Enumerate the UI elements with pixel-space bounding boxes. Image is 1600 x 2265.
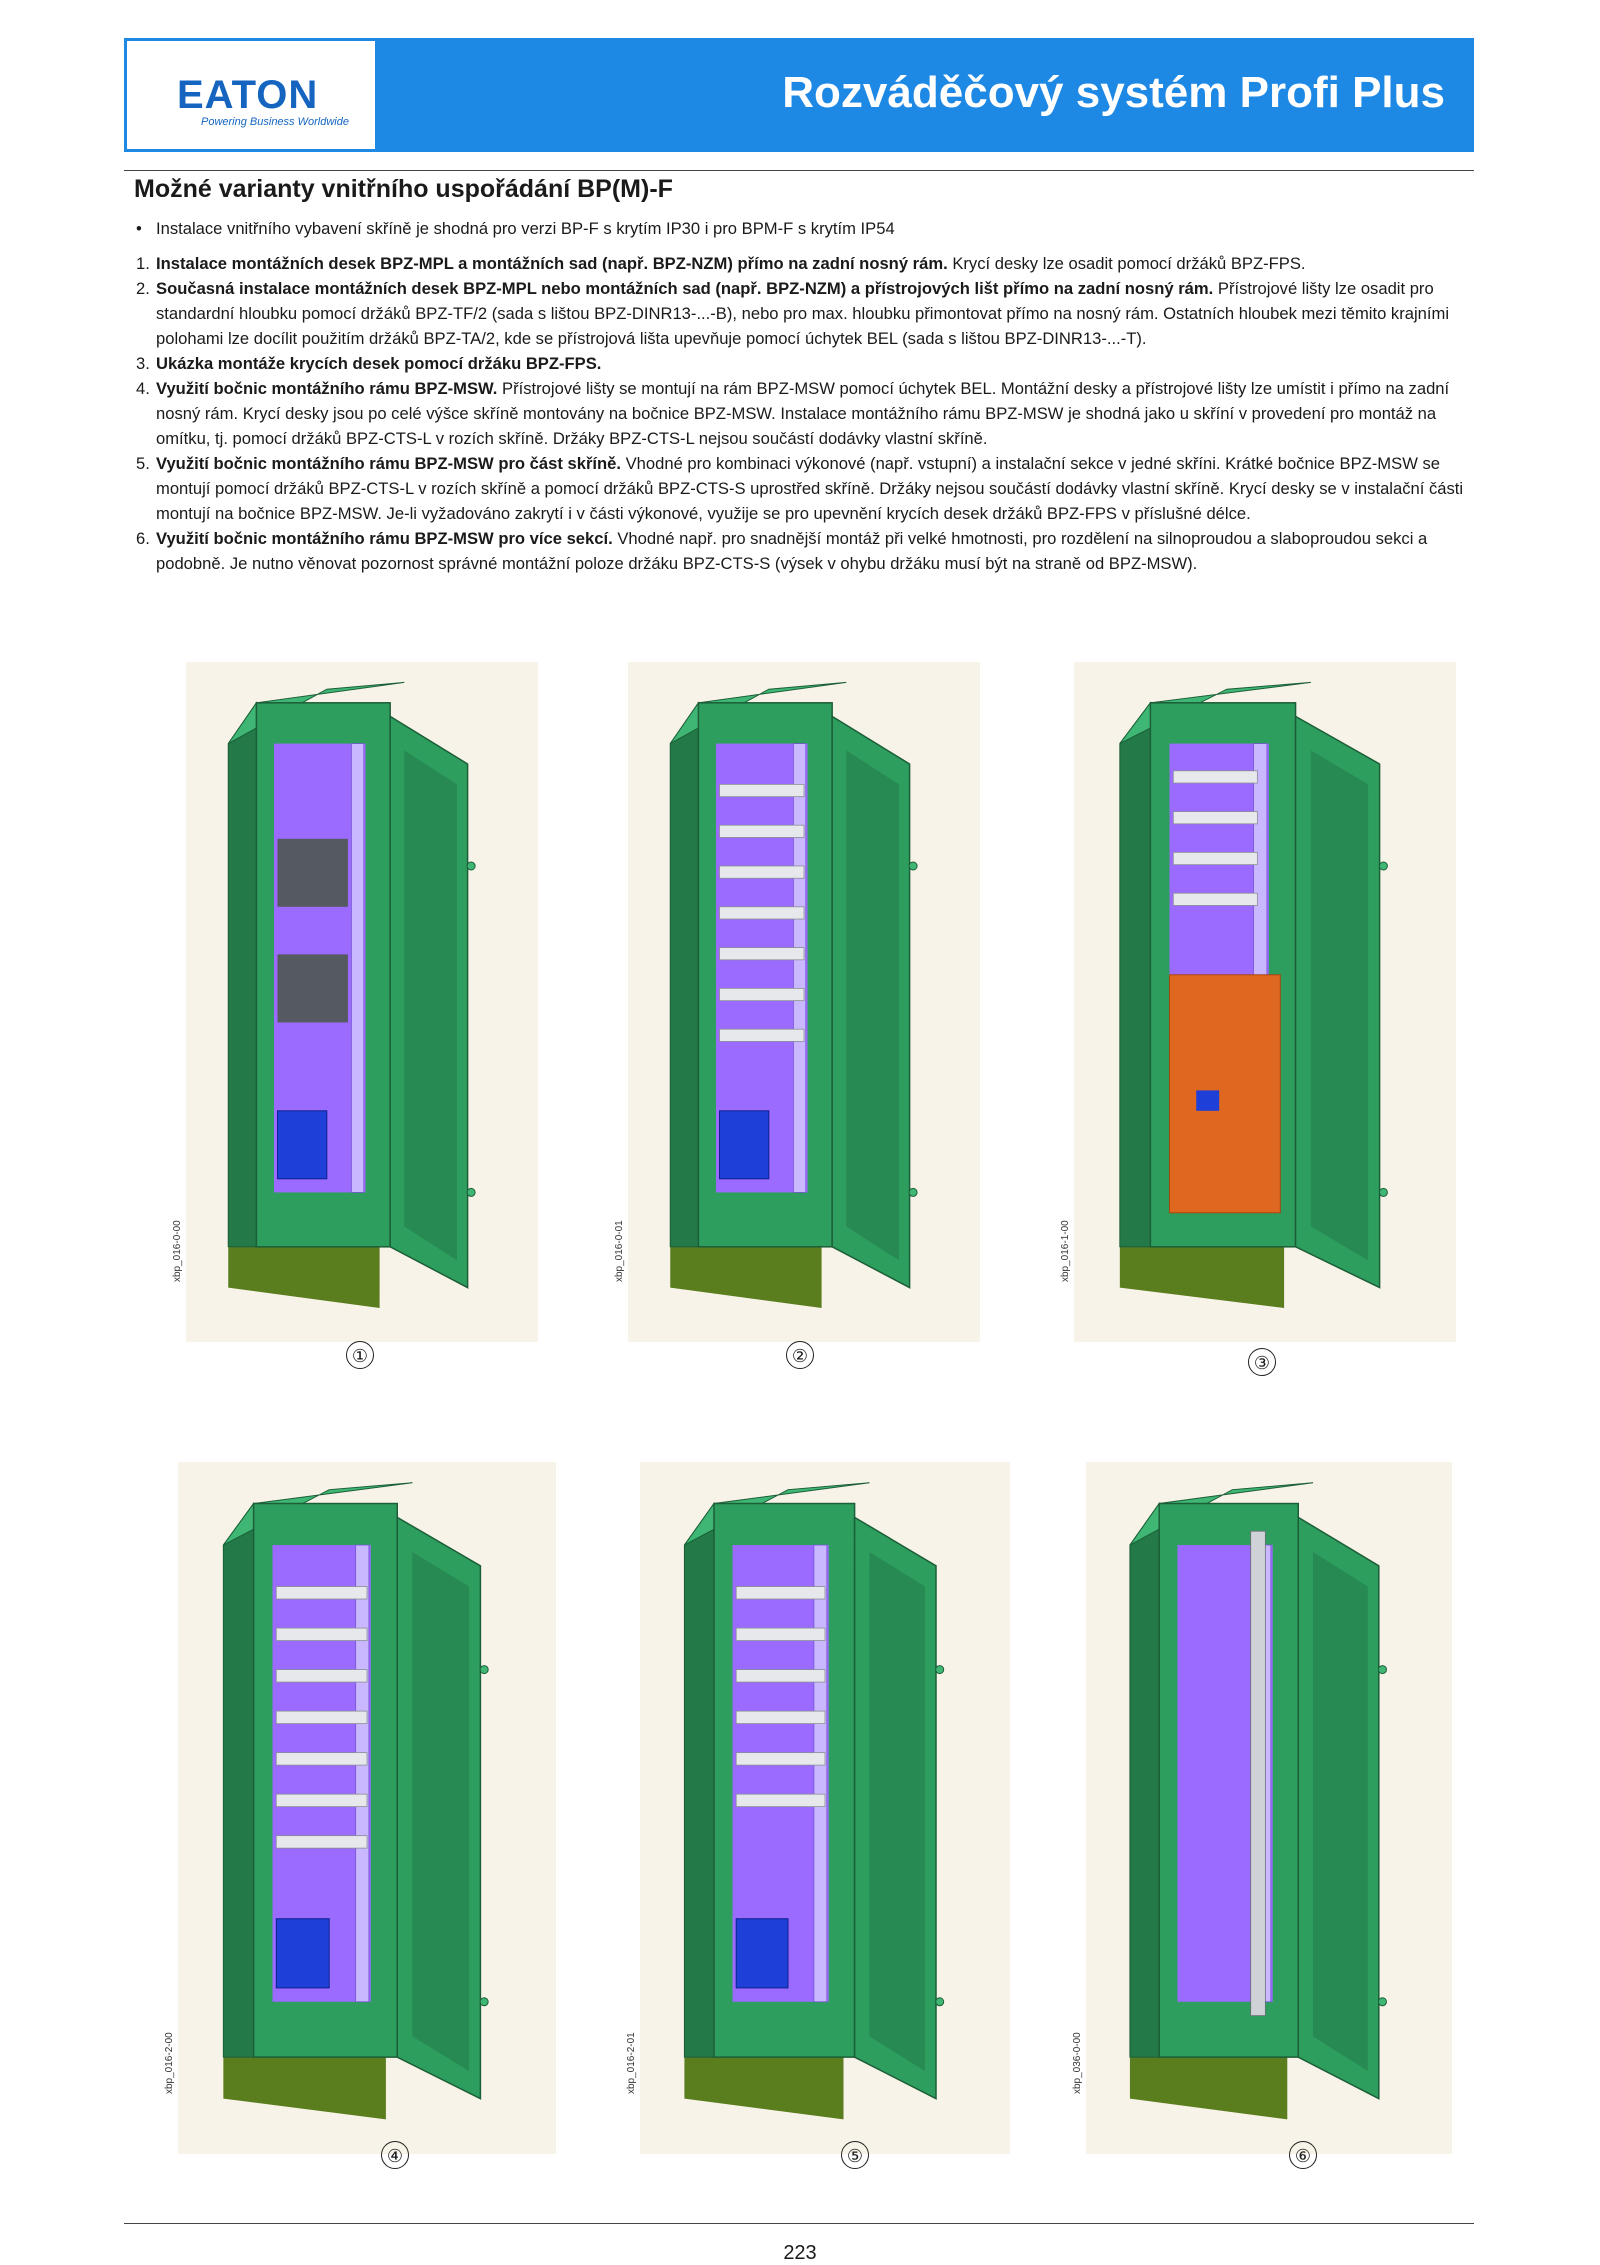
- item-number: 3.: [136, 354, 150, 373]
- bullet-text: Instalace vnitřního vybavení skříně je shodná pro verzi BP-F s krytím IP30 i pro BPM-F s krytím IP54: [156, 219, 895, 238]
- door-inner: [846, 750, 899, 1260]
- cabinet-drawing: [1120, 682, 1388, 1308]
- din-rail: [720, 866, 804, 878]
- item-bold-text: Současná instalace montážních desek BPZ-MPL nebo montážních sad (např. BPZ-NZM) a přístrojových lišt přímo na zadní nosný rám.: [156, 279, 1214, 298]
- door-inner: [1313, 1552, 1368, 2071]
- din-rail: [736, 1794, 825, 1806]
- figure-code: xbp_016-0-01: [614, 1220, 625, 1282]
- cabinet-side: [228, 703, 256, 1247]
- page-header: [124, 38, 1474, 152]
- door-hinge: [480, 1998, 488, 2006]
- door-hinge: [1379, 1188, 1387, 1196]
- switch-box: [720, 1111, 769, 1179]
- din-rail: [720, 988, 804, 1000]
- item-number: 2.: [136, 279, 150, 298]
- door-hinge: [480, 1666, 488, 1674]
- cabinet-drawing: [223, 1483, 488, 2120]
- item-body: [156, 251, 1306, 276]
- item-number: 5.: [136, 454, 150, 473]
- din-rail: [276, 1670, 367, 1682]
- item-bold-text: Využití bočnic montážního rámu BPZ-MSW.: [156, 379, 498, 398]
- item-bold-text: Využití bočnic montážního rámu BPZ-MSW pro část skříně.: [156, 454, 621, 473]
- switch-box: [278, 1111, 327, 1179]
- frame-rail: [356, 1545, 369, 2002]
- din-rail: [720, 825, 804, 837]
- item-text: Vhodné např. pro snadnější montáž při velké hmotnosti, pro rozdělení na silnoproudou a slaboproudou sekci a podobně. Je nutno věnovat pozornost správné montážní poloze držáku BPZ-CTS-S (výsek v ohybu držáku musí být na straně od BPZ-MSW).: [156, 529, 1428, 573]
- figure-1: [186, 662, 538, 1342]
- intro-bullet: [136, 216, 1466, 241]
- figure-number-badge: ④: [381, 2141, 409, 2169]
- cover-window: [1196, 1090, 1219, 1110]
- door-hinge: [1378, 1998, 1386, 2006]
- cabinet-side: [684, 1504, 714, 2058]
- cabinet-illustration: [640, 1462, 1010, 2154]
- din-rail: [1173, 771, 1257, 783]
- figure-number-badge: ①: [346, 1341, 374, 1369]
- item-bold-text: Ukázka montáže krycích desek pomocí držáku BPZ-FPS.: [156, 354, 602, 373]
- figure-2: [628, 662, 980, 1342]
- door-hinge: [1379, 862, 1387, 870]
- item-body: [156, 451, 1466, 526]
- body-text: [136, 216, 1466, 576]
- msw-rail: [1251, 1531, 1266, 2015]
- din-rail: [720, 907, 804, 919]
- variant-item: [136, 351, 1466, 376]
- section-title: Možné varianty vnitřního uspořádání BP(M)-F: [134, 175, 673, 203]
- frame-rail: [793, 744, 805, 1193]
- door-hinge: [1378, 1666, 1386, 1674]
- page-number: 223: [783, 2242, 817, 2264]
- bullet-dot: •: [136, 219, 142, 238]
- variant-item: [136, 251, 1466, 276]
- figure-code: xbp_016-0-00: [172, 1220, 183, 1282]
- item-body: [156, 276, 1466, 351]
- din-rail: [736, 1587, 825, 1599]
- figure-code: xbp_036-0-00: [1072, 2032, 1083, 2094]
- item-bold-text: Využití bočnic montážního rámu BPZ-MSW pro více sekcí.: [156, 529, 613, 548]
- din-rail: [736, 1670, 825, 1682]
- din-rail: [276, 1711, 367, 1723]
- variant-item: [136, 451, 1466, 526]
- din-rail: [1173, 893, 1257, 905]
- document-title: Rozváděčový systém Profi Plus: [782, 68, 1445, 117]
- figure-6: [1086, 1462, 1452, 2154]
- cabinet-drawing: [228, 682, 475, 1308]
- din-rail: [276, 1628, 367, 1640]
- item-text: Přístrojové lišty se montují na rám BPZ-MSW pomocí úchytek BEL. Montážní desky a přístrojové lišty lze umístit i přímo na zadní nosný rám. Krycí desky jsou po celé výšce skříně montovány na bočnice BPZ-MSW. Instalace montážního rámu BPZ-MSW je shodná jako u skříní v provedení pro montáž na omítku, tj. pomocí držáků BPZ-CTS-L v rozích skříně. Držáky BPZ-CTS-L nejsou součástí dodávky vlastní skříně.: [156, 379, 1450, 448]
- door-hinge: [909, 862, 917, 870]
- din-rail: [720, 784, 804, 796]
- variant-item: [136, 376, 1466, 451]
- din-rail: [720, 948, 804, 960]
- door-hinge: [936, 1998, 944, 2006]
- cabinet-drawing: [1130, 1483, 1387, 2120]
- logo-tagline: Powering Business Worldwide: [201, 116, 349, 128]
- item-number: 6.: [136, 529, 150, 548]
- bottom-divider: [124, 2223, 1474, 2224]
- door-inner: [412, 1552, 469, 2071]
- cabinet-drawing: [684, 1483, 943, 2120]
- din-rail: [720, 1029, 804, 1041]
- item-body: [156, 376, 1466, 451]
- din-rail: [276, 1587, 367, 1599]
- cabinet-illustration: [178, 1462, 556, 2154]
- figure-number-badge: ②: [786, 1341, 814, 1369]
- figure-number-badge: ③: [1248, 1348, 1276, 1376]
- eaton-logo: [127, 41, 375, 149]
- din-rail: [1173, 852, 1257, 864]
- cabinet-side: [670, 703, 698, 1247]
- variant-item: [136, 526, 1466, 576]
- din-rail: [736, 1628, 825, 1640]
- mounting-plate: [278, 954, 348, 1022]
- door-hinge: [467, 862, 475, 870]
- cabinet-illustration: [1074, 662, 1456, 1342]
- din-rail: [276, 1836, 367, 1848]
- switch-box: [736, 1919, 788, 1988]
- item-number: 4.: [136, 379, 150, 398]
- frame-rail: [814, 1545, 827, 2002]
- mounting-plate: [278, 839, 348, 907]
- title-band: [375, 41, 1471, 149]
- din-rail: [736, 1753, 825, 1765]
- item-text: Krycí desky lze osadit pomocí držáků BPZ-FPS.: [947, 254, 1306, 273]
- figure-5: [640, 1462, 1010, 2154]
- figure-code: xbp_016-2-00: [164, 2032, 175, 2094]
- cover-plate: [1170, 975, 1281, 1213]
- item-number: 1.: [136, 254, 150, 273]
- cabinet-illustration: [628, 662, 980, 1342]
- item-text: Vhodné pro kombinaci výkonové (např. vstupní) a instalační sekce v jedné skříni. Krátké bočnice BPZ-MSW se montují pomocí držáků BPZ-CTS-L v rozích skříně a pomocí držáků BPZ-CTS-S uprostřed skříně. Držáky nejsou součástí dodávky vlastní skříně. Krycí desky se v instalační části montují na bočnice BPZ-MSW. Je-li vyžadováno zakrytí i v části výkonové, využije se pro upevnění krycích desek držáků BPZ-FPS v příslušné délce.: [156, 454, 1464, 523]
- din-rail: [1173, 812, 1257, 824]
- din-rail: [276, 1753, 367, 1765]
- door-inner: [1311, 750, 1368, 1260]
- din-rail: [276, 1794, 367, 1806]
- variant-item: [136, 276, 1466, 351]
- cabinet-drawing: [670, 682, 917, 1308]
- item-body: [156, 526, 1466, 576]
- figure-code: xbp_016-2-01: [626, 2032, 637, 2094]
- cabinet-side: [1120, 703, 1151, 1247]
- cabinet-illustration: [186, 662, 538, 1342]
- cabinet-illustration: [1086, 1462, 1452, 2154]
- door-hinge: [909, 1188, 917, 1196]
- cabinet-side: [1130, 1504, 1159, 2058]
- item-body: [156, 351, 601, 376]
- door-inner: [404, 750, 457, 1260]
- door-inner: [869, 1552, 925, 2071]
- figure-number-badge: ⑥: [1289, 2141, 1317, 2169]
- item-text: Přístrojové lišty lze osadit pro standardní hloubku pomocí držáků BPZ-TF/2 (sada s lištou BPZ-DINR13-...-B), nebo pro max. hloubku přimontovat přímo na nosný rám. Ostatních hloubek mezi těmito krajními polohami lze docílit použitím držáků BPZ-TA/2, kde se přístrojová lišta upevňuje pomocí úchytek BEL (sada s lištou BPZ-DINR13-...-T).: [156, 279, 1450, 348]
- logo-wordmark: EATON: [177, 73, 319, 117]
- door-hinge: [936, 1666, 944, 1674]
- din-rail: [736, 1711, 825, 1723]
- door-hinge: [467, 1188, 475, 1196]
- item-bold-text: Instalace montážních desek BPZ-MPL a montážních sad (např. BPZ-NZM) přímo na zadní nosný rám.: [156, 254, 948, 273]
- switch-box: [276, 1919, 329, 1988]
- figure-3: [1074, 662, 1456, 1342]
- variant-list: [136, 251, 1466, 576]
- top-divider: [124, 170, 1474, 171]
- frame-rail: [351, 744, 363, 1193]
- figure-number-badge: ⑤: [841, 2141, 869, 2169]
- figure-code: xbp_016-1-00: [1060, 1220, 1071, 1282]
- cabinet-side: [223, 1504, 253, 2058]
- figure-4: [178, 1462, 556, 2154]
